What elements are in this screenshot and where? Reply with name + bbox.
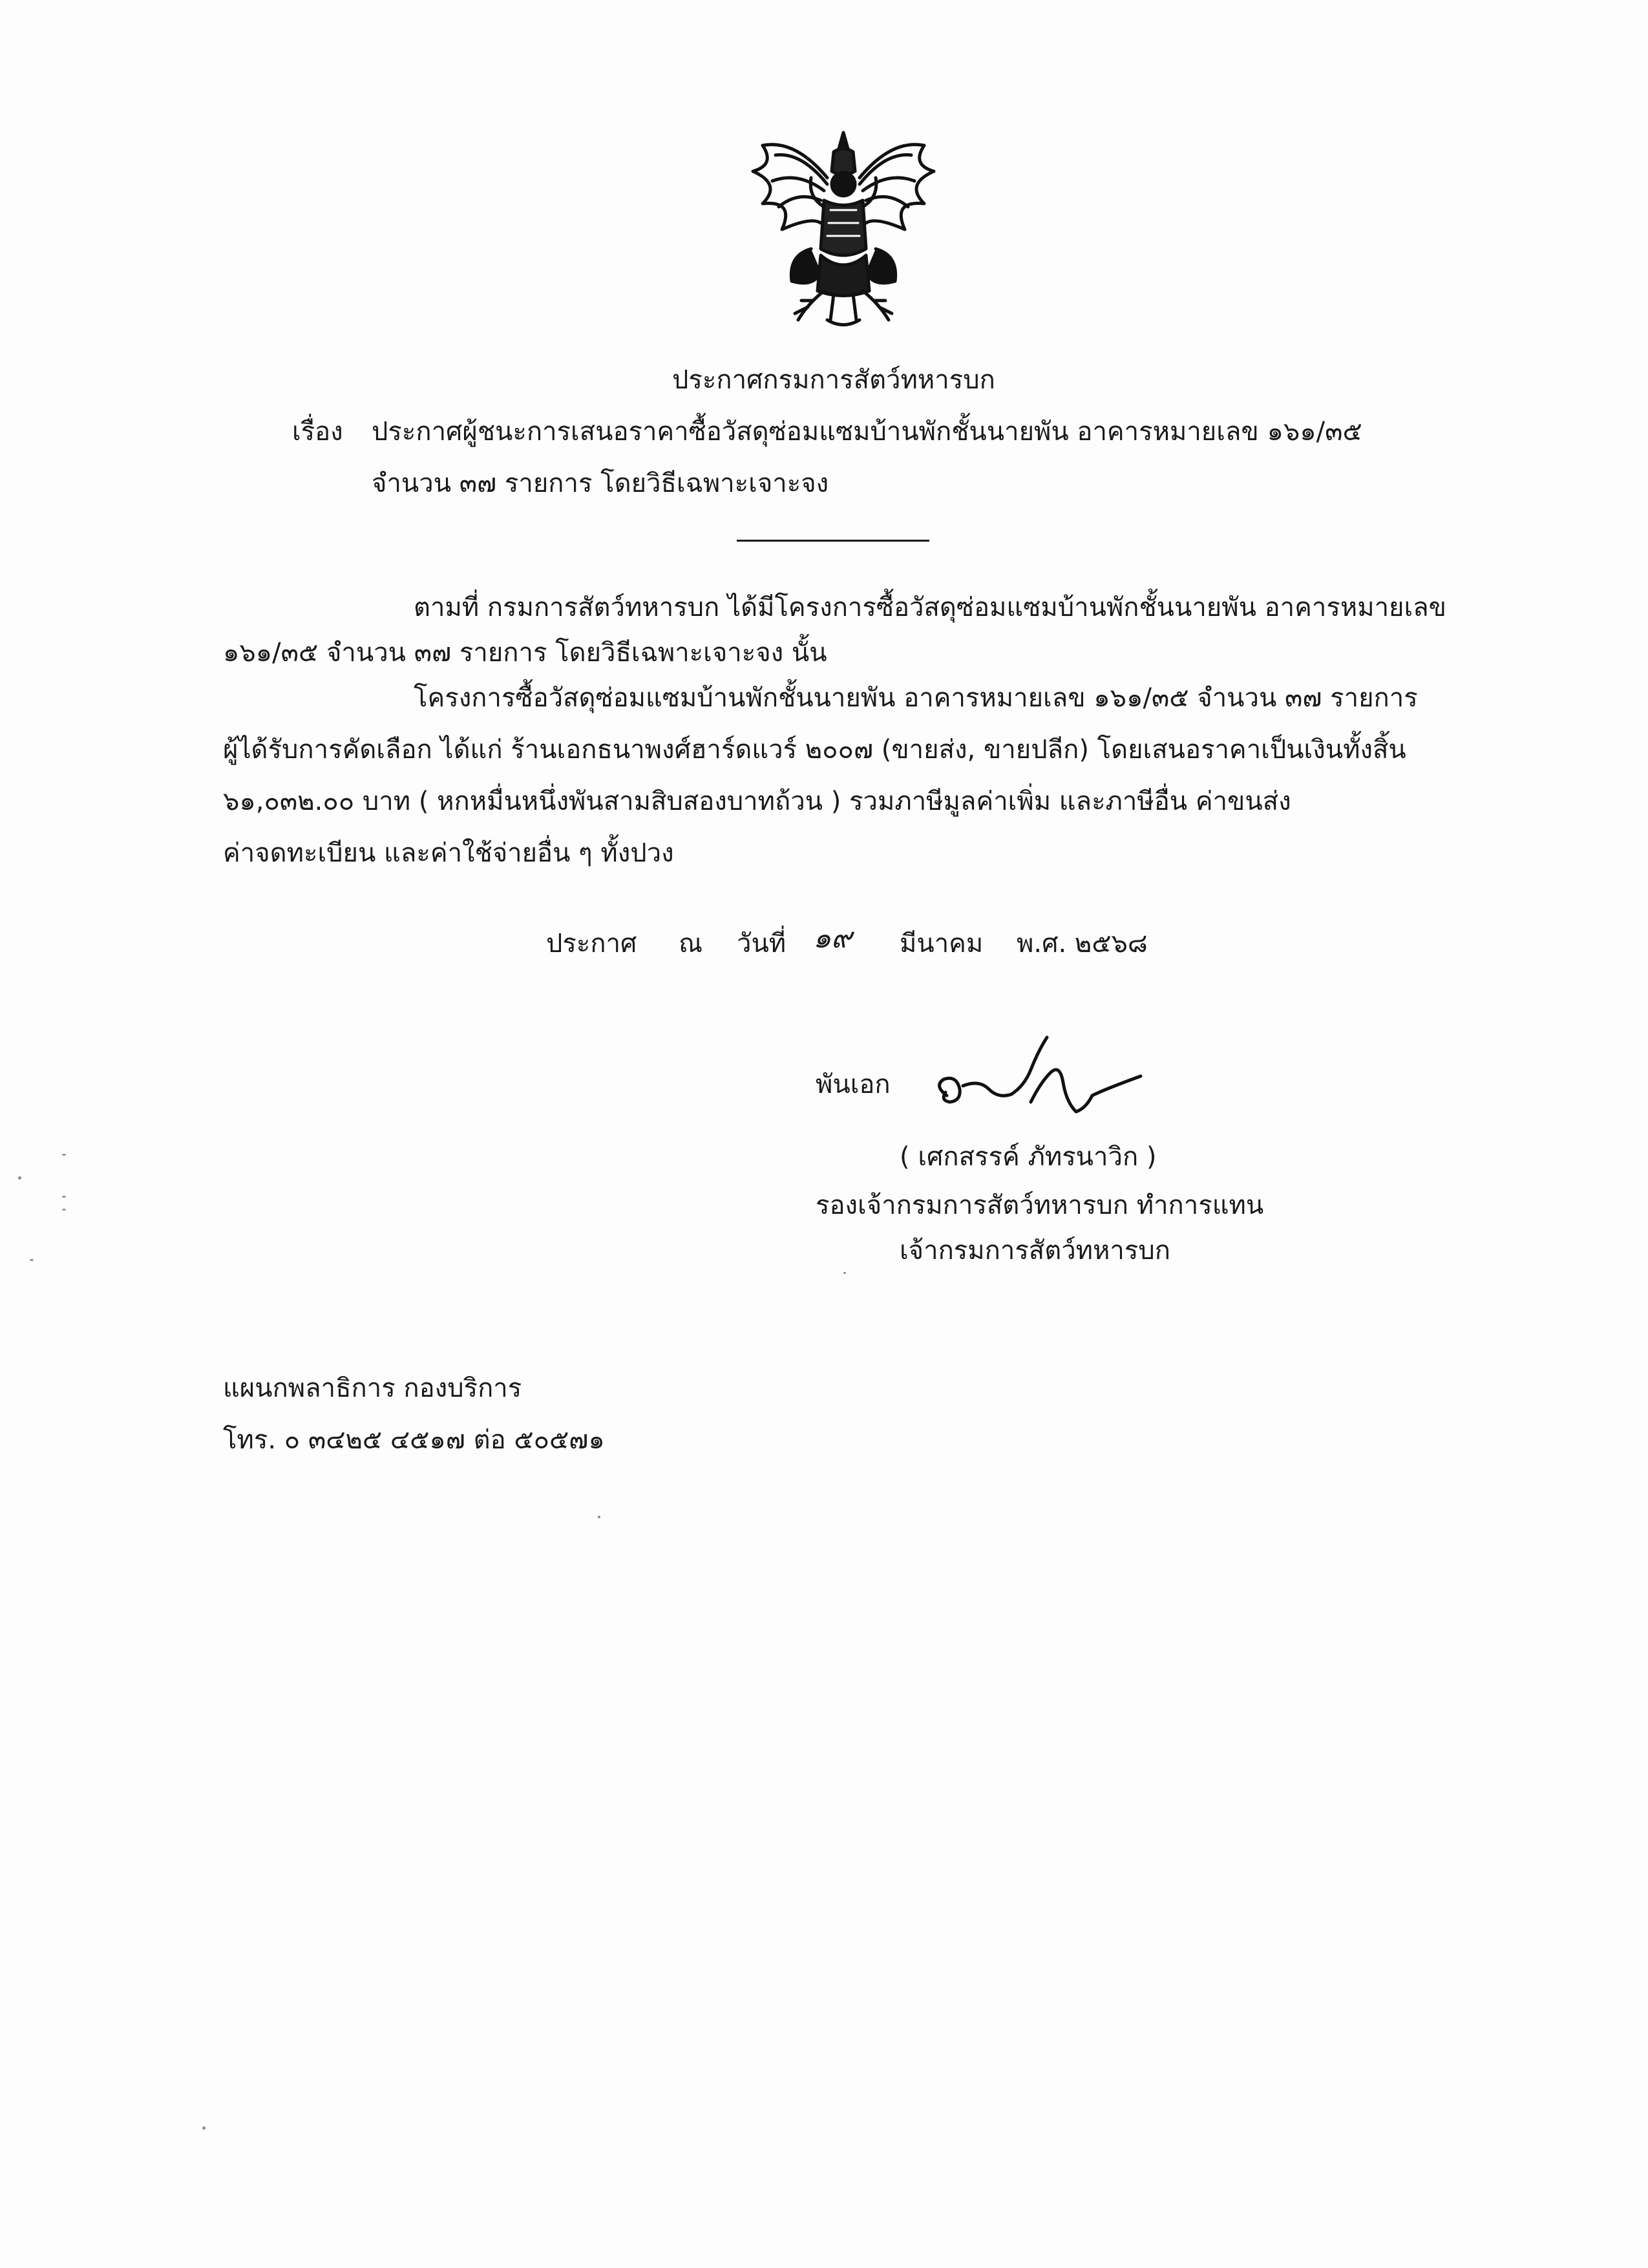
paragraph-1-line-1: ตามที่ กรมการสัตว์ทหารบก ได้มีโครงการซื้อวัสดุซ่อมแซมบ้านพักชั้นนายพัน อาคารหมายเลข bbox=[414, 593, 1447, 622]
scan-speck bbox=[30, 1259, 34, 1261]
signatory-position-line-1: รองเจ้ากรมการสัตว์ทหารบก ทำการแทน bbox=[816, 1191, 1264, 1220]
date-na: ณ bbox=[679, 929, 703, 959]
scan-speck bbox=[598, 1516, 600, 1518]
paragraph-2-line-1: โครงการซื้อวัสดุซ่อมแซมบ้านพักชั้นนายพัน อาคารหมายเลข ๑๖๑/๓๕ จำนวน ๓๗ รายการ bbox=[414, 683, 1418, 713]
date-label: ประกาศ bbox=[546, 929, 637, 959]
paragraph-1-line-2: ๑๖๑/๓๕ จำนวน ๓๗ รายการ โดยวิธีเฉพาะเจาะจง นั้น bbox=[223, 638, 827, 668]
scan-speck bbox=[202, 2126, 206, 2130]
date-month: มีนาคม bbox=[900, 929, 984, 959]
garuda-emblem-icon bbox=[737, 126, 950, 333]
scan-speck bbox=[18, 1176, 21, 1180]
scan-speck bbox=[62, 1209, 66, 1211]
paragraph-2-line-4: ค่าจดทะเบียน และค่าใช้จ่ายอื่น ๆ ทั้งปวง bbox=[223, 838, 674, 868]
date-year: พ.ศ. ๒๕๖๘ bbox=[1017, 929, 1148, 959]
subject-line-1: ประกาศผู้ชนะการเสนอราคาซื้อวัสดุซ่อมแซมบ้านพักชั้นนายพัน อาคารหมายเลข ๑๖๑/๓๕ bbox=[372, 417, 1362, 447]
scan-speck bbox=[843, 1272, 846, 1274]
signatory-name: ( เศกสรรค์ ภัทรนาวิก ) bbox=[900, 1142, 1157, 1172]
title-divider bbox=[737, 540, 929, 542]
signatory-rank: พันเอก bbox=[816, 1070, 891, 1099]
scan-speck bbox=[62, 1196, 66, 1198]
subject-label: เรื่อง bbox=[292, 417, 343, 447]
footer-department: แผนกพลาธิการ กองบริการ bbox=[223, 1373, 522, 1403]
subject-line-2: จำนวน ๓๗ รายการ โดยวิธีเฉพาะเจาะจง bbox=[372, 469, 829, 498]
paragraph-2-line-2: ผู้ได้รับการคัดเลือก ได้แก่ ร้านเอกธนาพงศ์ฮาร์ดแวร์ ๒๐๐๗ (ขายส่ง, ขายปลีก) โดยเสนอราคาเป็นเงินทั้งสิ้น bbox=[223, 735, 1406, 765]
footer-phone: โทร. ๐ ๓๔๒๕ ๔๕๑๗ ต่อ ๕๐๕๗๑ bbox=[223, 1425, 605, 1455]
scan-speck bbox=[62, 1154, 66, 1156]
date-day-handwritten: ๑๙ bbox=[813, 922, 852, 955]
paragraph-2-line-3: ๖๑,๐๓๒.๐๐ บาท ( หกหมื่นหนึ่งพันสามสิบสองบาทถ้วน ) รวมภาษีมูลค่าเพิ่ม และภาษีอื่น ค่าขนส่ง bbox=[223, 787, 1291, 816]
handwritten-signature bbox=[927, 1024, 1218, 1128]
signatory-position-line-2: เจ้ากรมการสัตว์ทหารบก bbox=[900, 1236, 1170, 1266]
announcement-title: ประกาศกรมการสัตว์ทหารบก bbox=[672, 365, 995, 395]
date-day-label: วันที่ bbox=[737, 929, 787, 959]
